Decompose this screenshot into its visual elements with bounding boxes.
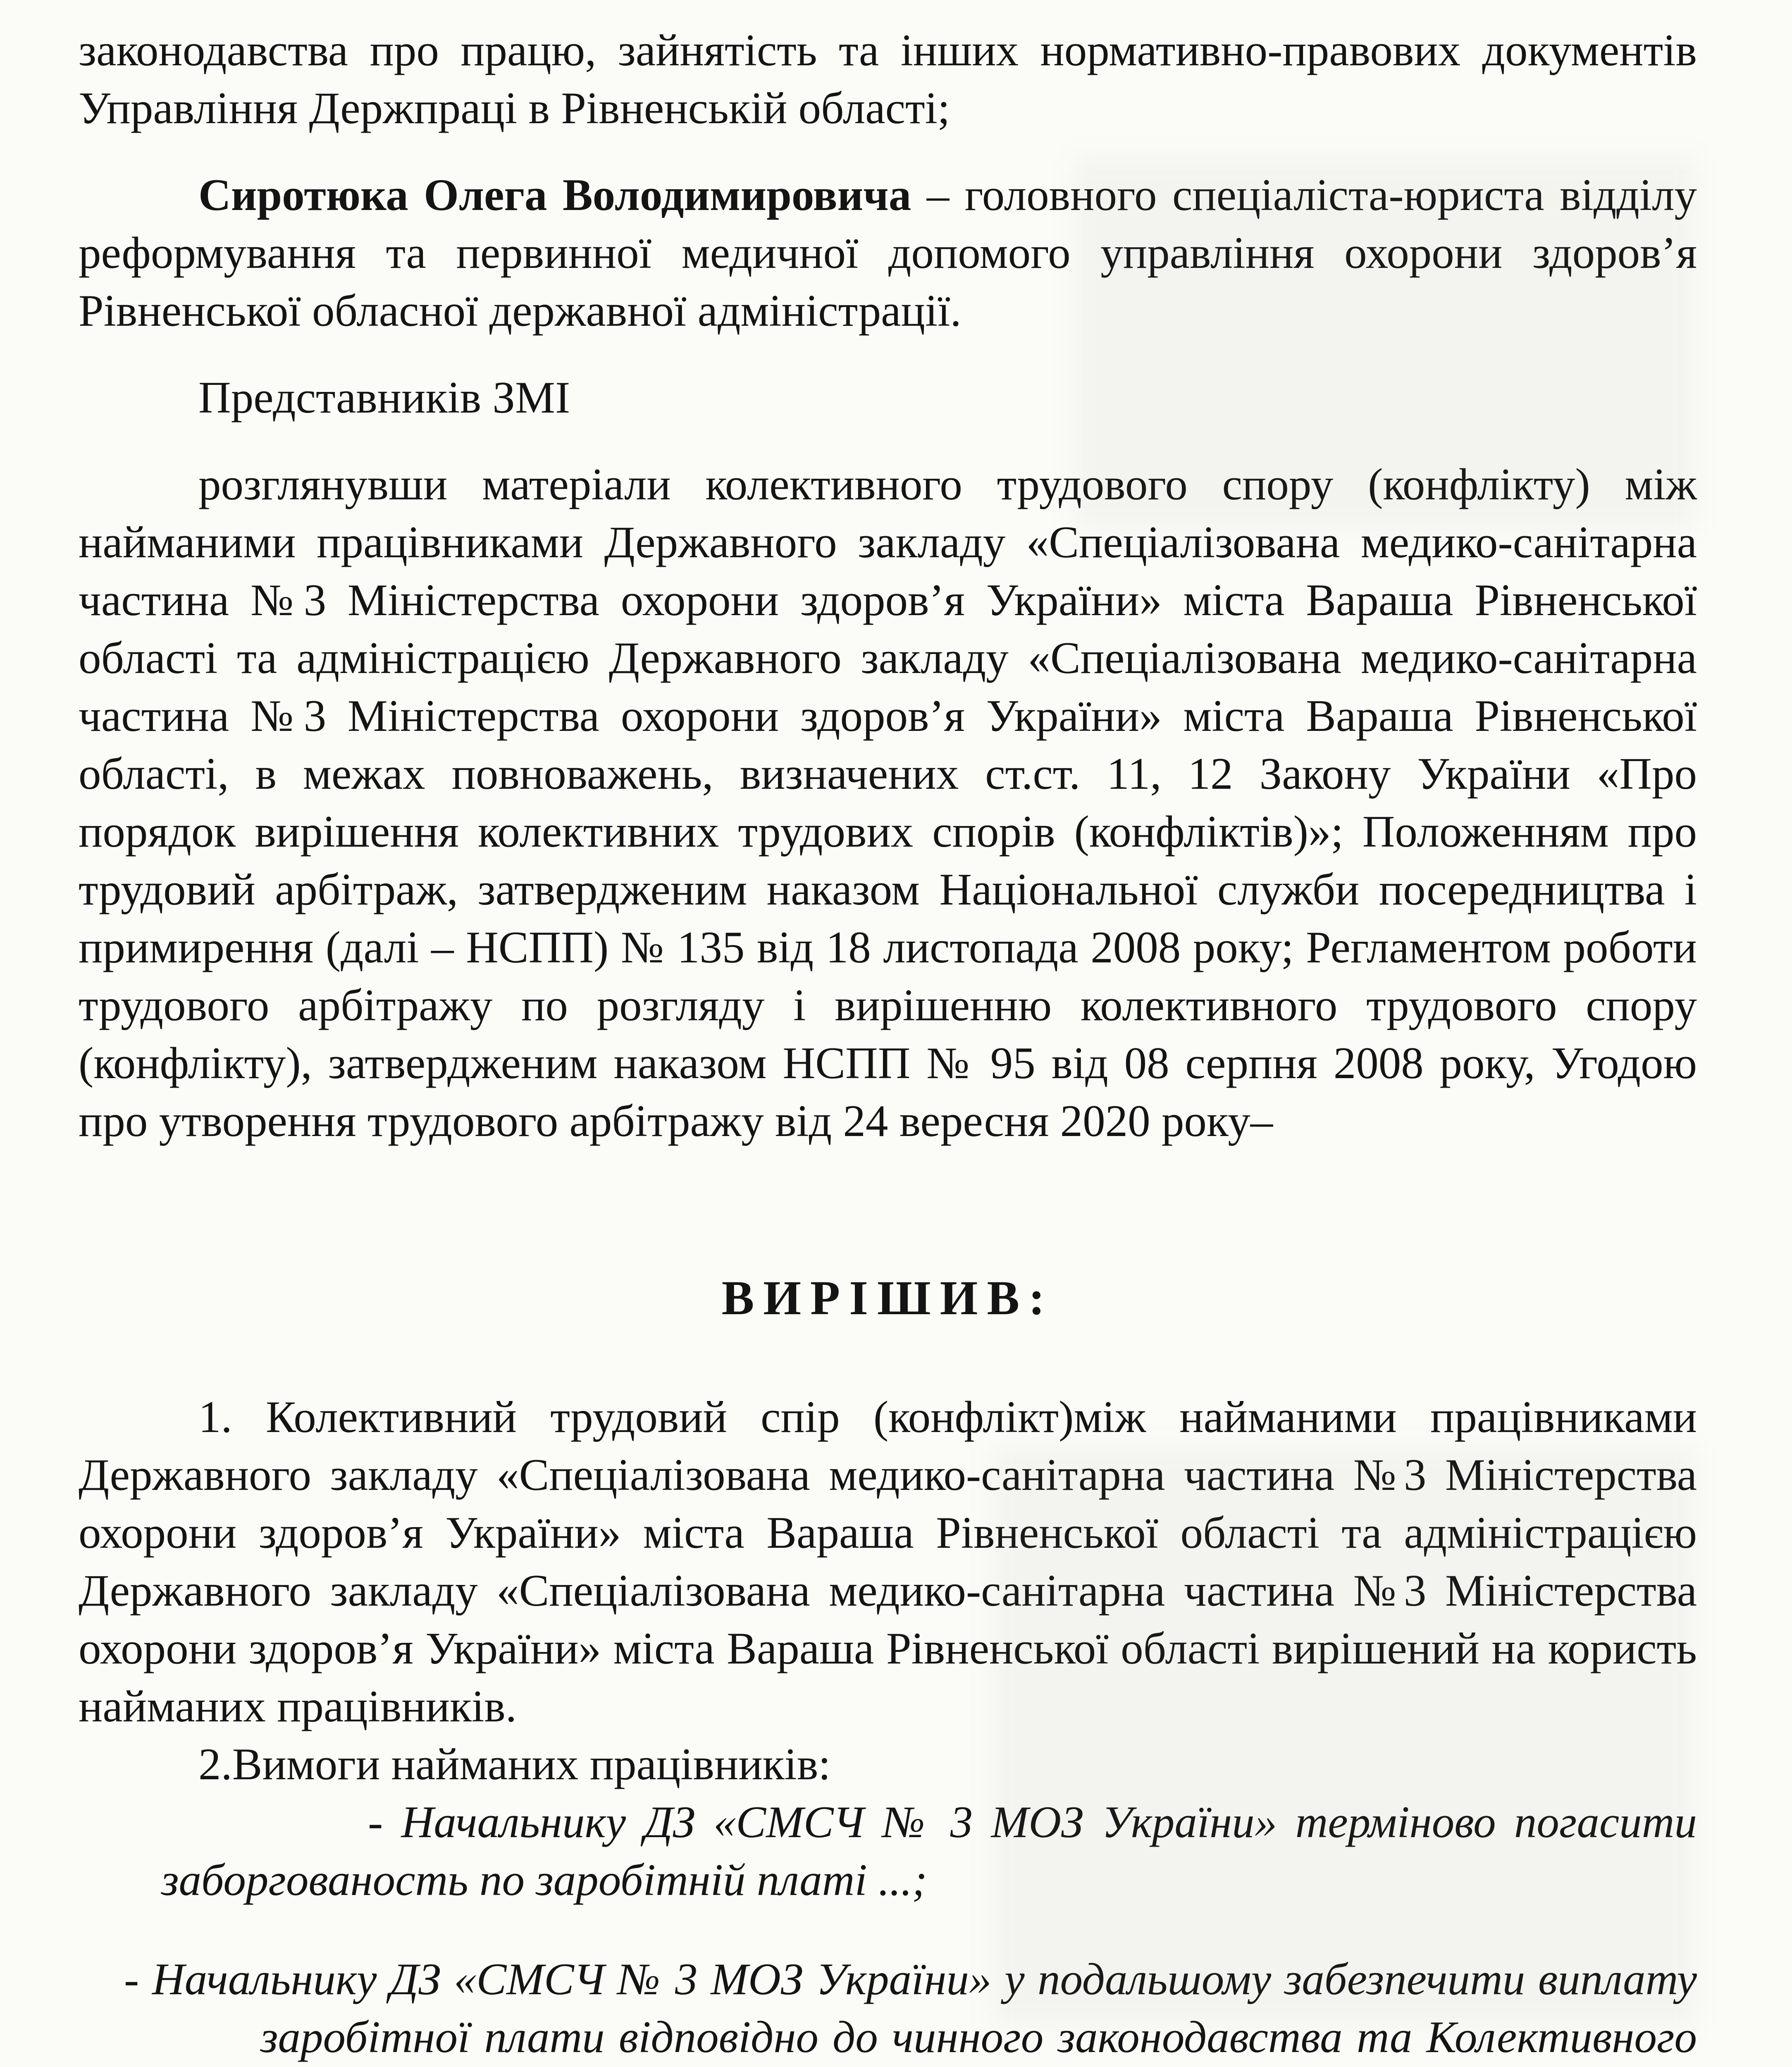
decision-item-2: 2.Вимоги найманих працівників: bbox=[198, 1739, 831, 1789]
requirement-1: - Начальнику ДЗ «СМСЧ № 3 МОЗ України» терміново погасити заборгованость по заробітній платі ...; bbox=[161, 1797, 1697, 1905]
requirement-2: - Начальнику ДЗ «СМСЧ № 3 МОЗ України» у подальшому забезпечити виплату заробітної плати відповідно до чинного законодавства та Колективного bbox=[124, 1954, 1697, 2062]
decision-heading: ВИРІШИВ: bbox=[721, 1271, 1054, 1325]
member-name: Сиротюка Олега Володимировича bbox=[198, 170, 912, 220]
paragraph-media: Представників ЗМІ bbox=[198, 372, 570, 422]
decision-item-1: 1. Колективний трудовий спір (конфлікт)між найманими працівниками Державного закладу «Спеціалізована медико-санітарна частина №3 Міністерства охорони здоров’я України» міста Вараша Рівненської області та адміністрацією Державного закладу «Спеціалізована медико-санітарна частина №3 Міністерства охорони здоров’я України» міста Вараша Рівненської області вирішений на користь найманих працівників. bbox=[79, 1392, 1697, 1731]
member-position: – головного спеціаліста-юриста відділу реформування та первинної медичної допомого управління охорони здоров’я Рівненської обласної державної адміністрації. bbox=[79, 170, 1697, 336]
paragraph-considering: розглянувши матеріали колективного трудового спору (конфлікту) між найманими працівниками Державного закладу «Спеціалізована медико-санітарна частина №3 Міністерства охорони здоров’я України» міста Вараша Рівненської області та адміністрацією Державного закладу «Спеціалізована медико-санітарна частина №3 Міністерства охорони здоров’я України» міста Вараша Рівненської області, в межах повноважень, визначених ст.ст. 11, 12 Закону України «Про порядок вирішення колективних трудових спорів (конфліктів)»; Положенням про трудовий арбітраж, затвердженим наказом Національної служби посередництва і примирення (далі – НСПП) № 135 від 18 листопада 2008 року; Регламентом роботи трудового арбітражу по розгляду і вирішенню колективного трудового спору (конфлікту), затвердженим наказом НСПП № 95 від 08 серпня 2008 року, Угодою про утворення трудового арбітражу від 24 вересня 2020 року– bbox=[79, 459, 1697, 1146]
paragraph-legislation: законодавства про працю, зайнятість та інших нормативно-правових документів Управління Держпраці в Рівненській області; bbox=[79, 25, 1697, 133]
paragraph-member bbox=[79, 166, 1697, 340]
